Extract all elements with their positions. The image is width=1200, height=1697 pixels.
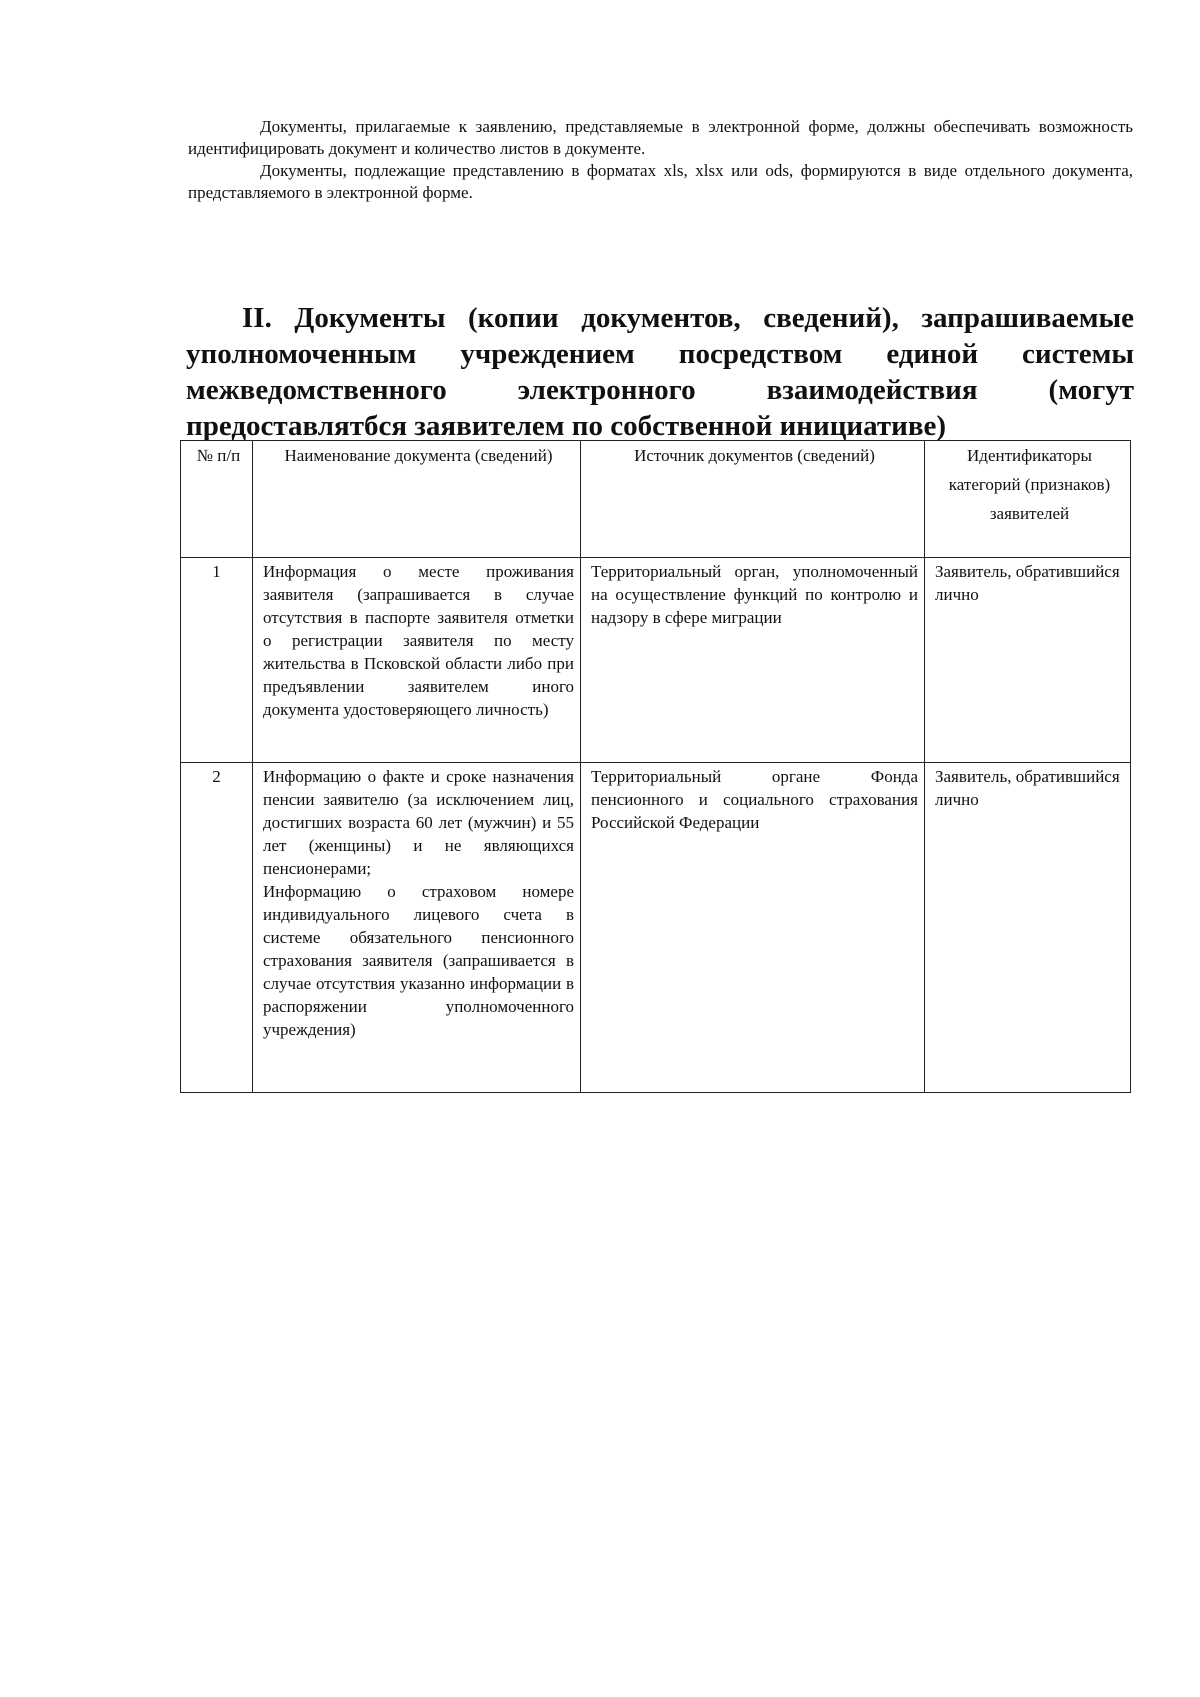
header-identifiers: Идентификаторы категорий (признаков) заявителей (925, 441, 1131, 558)
row-source: Территориальный органе Фонда пенсионного и социального страхования Российской Федерации (581, 763, 925, 1093)
header-number: № п/п (181, 441, 253, 558)
table-row (181, 763, 1131, 1093)
row-source: Территориальный орган, уполномоченный на осуществление функций по контролю и надзору в сфере миграции (581, 558, 925, 763)
row-document-name-part-2: Информацию о страховом номере индивидуального лицевого счета в системе обязательного пенсионного страхования заявителя (запрашивается в случае отсутствия указанно информации в распоряжении уполномоченного учреждения) (263, 882, 574, 1039)
row-document-name (253, 763, 581, 1093)
intro-paragraph-2: Документы, подлежащие представлению в форматах xls, xlsx или ods, формируются в виде отдельного документа, представляемого в электронной форме. (188, 161, 1133, 202)
row-document-name-part-1: Информацию о факте и сроке назначения пенсии заявителю (за исключением лиц, достигших возраста 60 лет (мужчин) и 55 лет (женщины) и не являющихся пенсионерами; (263, 767, 574, 878)
header-document-name: Наименование документа (сведений) (253, 441, 581, 558)
row-number: 2 (181, 763, 253, 1093)
row-identifiers: Заявитель, обратившийся лично (925, 558, 1131, 763)
intro-text (188, 116, 1133, 204)
section-title: II. Документы (копии документов, сведений), запрашиваемые уполномоченным учреждением посредством единой системы межведомственного электронного взаимодействия (могут предоставлятбся заявителем по собственной инициативе) (186, 302, 1134, 442)
table-row (181, 558, 1131, 763)
documents-table (180, 440, 1131, 1093)
header-source: Источник документов (сведений) (581, 441, 925, 558)
row-identifiers: Заявитель, обратившийся лично (925, 763, 1131, 1093)
intro-paragraph-1: Документы, прилагаемые к заявлению, представляемые в электронной форме, должны обеспечивать возможность идентифицировать документ и количество листов в документе. (188, 117, 1133, 158)
row-document-name: Информация о месте проживания заявителя (запрашивается в случае отсутствия в паспорте заявителя отметки о регистрации заявителя по месту жительства в Псковской области либо при предъявлении заявителем иного документа удостоверяющего личность) (253, 558, 581, 763)
row-number: 1 (181, 558, 253, 763)
table-header-row (181, 441, 1131, 558)
